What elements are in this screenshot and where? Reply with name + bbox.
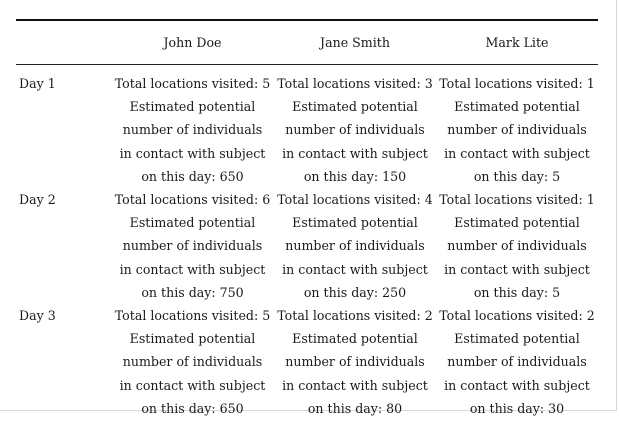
header-mark-lite: Mark Lite (485, 35, 549, 50)
header-jane-smith: Jane Smith (320, 35, 390, 50)
table-row-day-1 (16, 64, 598, 188)
header-row (16, 30, 598, 64)
cell-mark-lite: Total locations visited: 1 Estimated potential number of individuals in contact with subject on this day: 5 (439, 192, 595, 300)
cell-jane-smith: Total locations visited: 3 Estimated potential number of individuals in contact with subject on this day: 150 (277, 76, 433, 184)
day-label: Day 3 (19, 308, 56, 324)
cell-john-doe: Total locations visited: 5 Estimated potential number of individuals in contact with subject on this day: 650 (114, 308, 271, 416)
header-john-doe: John Doe (163, 35, 222, 50)
table-row-day-3 (16, 304, 598, 420)
cell-jane-smith: Total locations visited: 4 Estimated potential number of individuals in contact with subject on this day: 250 (277, 192, 433, 300)
contact-table (16, 30, 598, 420)
day-label: Day 1 (19, 76, 56, 91)
cell-mark-lite: Total locations visited: 1 Estimated potential number of individuals in contact with subject on this day: 5 (439, 76, 595, 184)
cell-mark-lite: Total locations visited: 2 Estimated potential number of individuals in contact with subject on this day: 30 (439, 308, 595, 416)
cell-jane-smith: Total locations visited: 2 Estimated potential number of individuals in contact with subject on this day: 80 (277, 308, 433, 416)
cell-john-doe: Total locations visited: 5 Estimated potential number of individuals in contact with subject on this day: 650 (114, 76, 271, 184)
cell-john-doe: Total locations visited: 6 Estimated potential number of individuals in contact with subject on this day: 750 (114, 192, 271, 300)
table-row-day-2 (16, 188, 598, 304)
header-empty (16, 30, 111, 64)
table-top-rule (16, 19, 598, 21)
day-label: Day 2 (19, 192, 56, 208)
